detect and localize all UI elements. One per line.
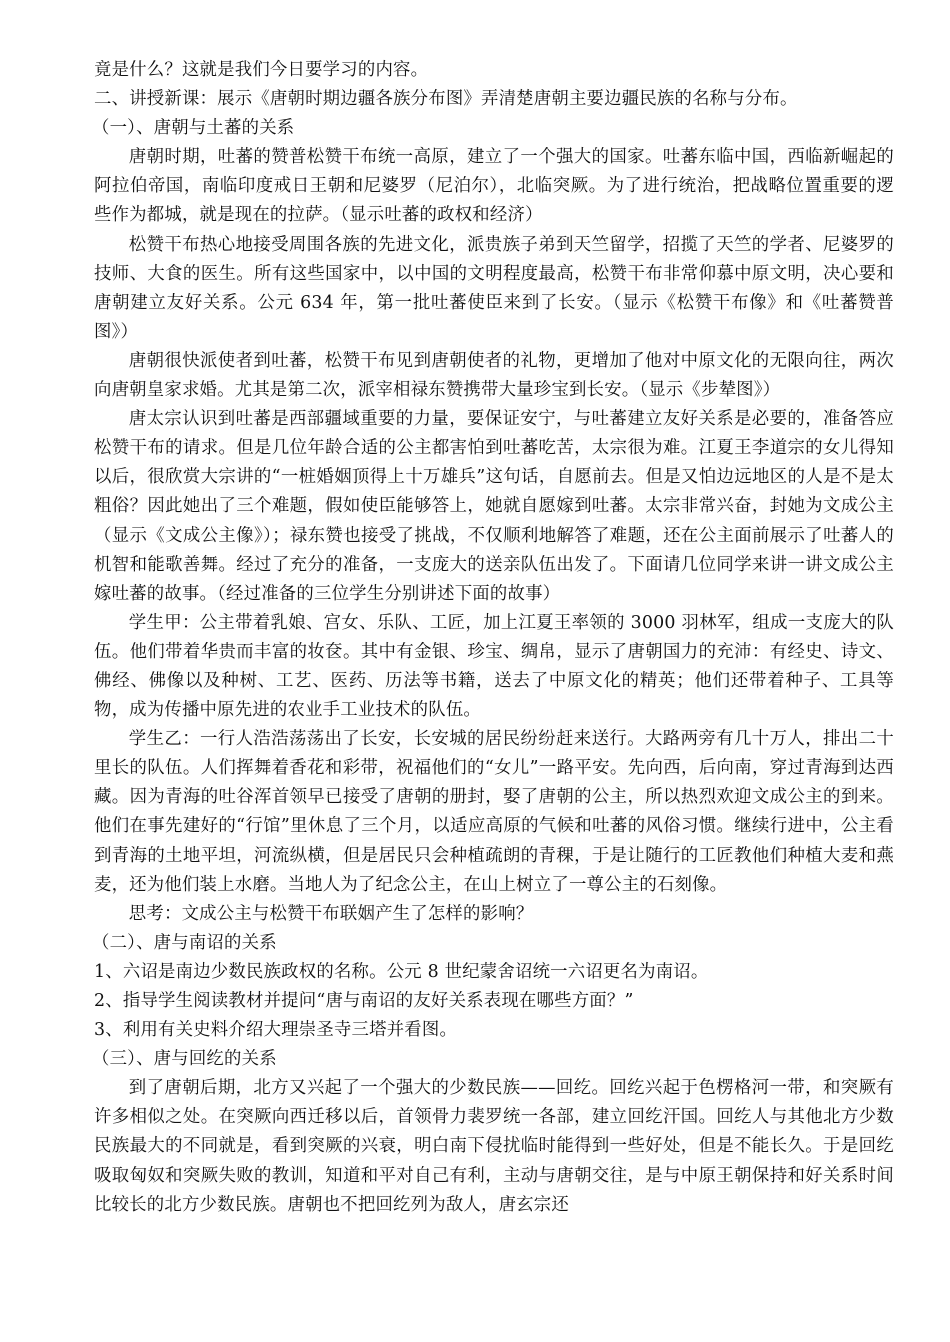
paragraph-think-question: 思考：文成公主与松赞干布联姻产生了怎样的影响？ — [128, 903, 534, 924]
paragraph-songtsen-culture: 松赞干布热心地接受周围各族的先进文化，派贵族子弟到天竺留学，招揽了天竺的学者、尼婆罗的技师、大食的医生。所有这些国家中，以中国的文明程度最高，松赞干布非常仰慕中原文明，决心要和唐朝建立友好关系。公元 634 年，第一批吐蕃使臣来到了长安。（显示《松赞干布像》和《吐蕃赞普图》） — [94, 234, 894, 342]
paragraph-princess-wencheng: 唐太宗认识到吐蕃是西部疆域重要的力量，要保证安宁，与吐蕃建立友好关系是必要的，准备答应松赞干布的请求。但是几位年龄合适的公主都害怕到吐蕃吃苦，太宗很为难。江夏王李道宗的女儿得知以后，很欣赏大宗讲的“一桩婚姻顶得上十万雄兵”这句话，自愿前去。但是又怕边远地区的人是不是太粗俗？因此她出了三个难题，假如使臣能够答上，她就自愿嫁到吐蕃。太宗非常兴奋，封她为文成公主（显示《文成公主像》）；禄东赞也接受了挑战，不仅顺利地解答了难题，还在公主面前展示了吐蕃人的机智和能歌善舞。经过了充分的准备，一支庞大的送亲队伍出发了。下面请几位同学来讲一讲文成公主嫁吐蕃的故事。（经过准备的三位学生分别讲述下面的故事） — [94, 409, 894, 604]
list-item-nanzhao-3: 3、利用有关史料介绍大理崇圣寺三塔并看图。 — [94, 1020, 458, 1041]
paragraph-student-a: 学生甲：公主带着乳娘、宫女、乐队、工匠，加上江夏王率领的 3000 羽林军，组成一支庞大的队伍。他们带着华贵而丰富的妆奁。其中有金银、珍宝、绸帛，显示了唐朝国力的充沛：有经史、诗文、佛经、佛像以及种树、工艺、医药、历法等书籍，送去了中原文化的精英；他们还带着种子、工具等物，成为传播中原先进的农业手工业技术的队伍。 — [94, 612, 894, 721]
section-heading-tubo: （一）、唐朝与土蕃的关系 — [92, 118, 295, 139]
paragraph-marriage-request: 唐朝很快派使者到吐蕃，松赞干布见到唐朝使者的礼物，更增加了他对中原文化的无限向往，两次向唐朝皇家求婚。尤其是第二次，派宰相禄东赞携带大量珍宝到长安。（显示《步辇图》） — [94, 350, 894, 401]
list-item-nanzhao-2: 2、指导学生阅读教材并提问“唐与南诏的友好关系表现在哪些方面？” — [94, 991, 634, 1011]
paragraph-student-b: 学生乙：一行人浩浩荡荡出了长安，长安城的居民纷纷赶来送行。大路两旁有几十万人，排出二十里长的队伍。人们挥舞着香花和彩带，祝福他们的“女儿”一路平安。先向西，后向南，穿过青海到达西藏。因为青海的吐谷浑首领早已接受了唐朝的册封，娶了唐朝的公主，所以热烈欢迎文成公主的到来。他们在事先建好的“行馆”里休息了三个月，以适应高原的气候和吐蕃的风俗习惯。继续行进中，公主看到青海的土地平坦，河流纵横，但是居民只会种植疏朗的青稞，于是让随行的工匠教他们种植大麦和燕麦，还为他们装上水磨。当地人为了纪念公主，在山上树立了一尊公主的石刻像。 — [94, 729, 894, 895]
paragraph-tubo-kingdom: 唐朝时期，吐蕃的赞普松赞干布统一高原，建立了一个强大的国家。吐蕃东临中国，西临新崛起的阿拉伯帝国，南临印度戒日王朝和尼婆罗（尼泊尔），北临突厥。为了进行统治，把战略位置重要的逻些作为都城，就是现在的拉萨。（显示吐蕃的政权和经济） — [94, 147, 894, 226]
section-heading-huihe: （三）、唐与回纥的关系 — [92, 1049, 277, 1070]
paragraph-huihe: 到了唐朝后期，北方又兴起了一个强大的少数民族——回纥。回纥兴起于色楞格河一带，和突厥有许多相似之处。在突厥向西迁移以后，首领骨力裴罗统一各部，建立回纥汗国。回纥人与其他北方少数民族最大的不同就是，看到突厥的兴衰，明白南下侵扰临时能得到一些好处，但是不能长久。于是回纥吸取匈奴和突厥失败的教训，知道和平对自己有利，主动与唐朝交往，是与中原王朝保持和好关系时间比较长的北方少数民族。唐朝也不把回纥列为敌人，唐玄宗还 — [94, 1078, 894, 1215]
section-heading-nanzhao: （二）、唐与南诏的关系 — [92, 932, 277, 953]
paragraph-intro-end: 竟是什么？这就是我们今日要学习的内容。 — [94, 60, 429, 80]
paragraph-new-lesson: 二、讲授新课：展示《唐朝时期边疆各族分布图》弄清楚唐朝主要边疆民族的名称与分布。 — [94, 89, 798, 110]
list-item-nanzhao-1: 1、六诏是南边少数民族政权的名称。公元 8 世纪蒙舍诏统一六诏更名为南诏。 — [94, 961, 709, 982]
document-page — [94, 56, 894, 1220]
